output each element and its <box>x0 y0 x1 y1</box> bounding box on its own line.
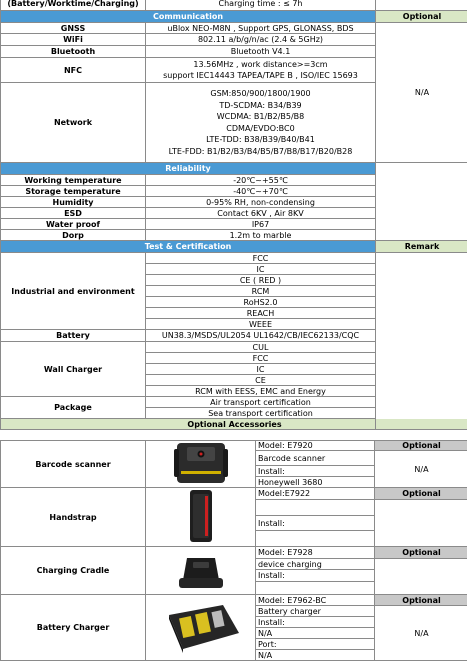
remark-header: Remark <box>376 241 467 253</box>
charging-cradle-detail: Install: <box>256 570 375 582</box>
handstrap-detail: Model:E7922 <box>256 488 375 500</box>
industrial-label: Industrial and environment <box>1 253 146 330</box>
battery-label: Battery <box>1 330 146 342</box>
nfc-value: 13.56MHz , work distance>=3cm support IEC14443 TAPEA/TAPE B , ISO/IEC 15693 <box>146 58 376 83</box>
barcode-scanner-detail: Honeywell 3680 <box>256 477 375 488</box>
battery-charger-note: N/A <box>375 606 467 661</box>
industrial-cert: FCC <box>146 253 376 264</box>
industrial-cert: RoHS2.0 <box>146 297 376 308</box>
optional-accessories-header: Optional Accessories <box>1 419 467 430</box>
gnss-label: GNSS <box>1 23 146 34</box>
working-temp-value: -20℃~+55℃ <box>146 175 376 186</box>
storage-temp-value: -40℃~+70℃ <box>146 186 376 197</box>
network-value: GSM:850/900/1800/1900 TD-SCDMA: B34/B39 WCDMA: B1/B2/B5/B8 CDMA/EVDO:BC0 LTE-TDD: B38/B39/B40/B41 LTE-FDD: B1/B2/B3/B4/B5/B7/B8/B17/B20/B28 <box>146 83 376 163</box>
charger-cert: RCM with EESS, EMC and Energy <box>146 386 376 397</box>
charger-cert: IC <box>146 364 376 375</box>
industrial-cert: RCM <box>146 286 376 297</box>
charging-cradle-name: Charging Cradle <box>1 547 146 595</box>
charging-cradle-detail: Model: E7928 <box>256 547 375 559</box>
reliability-header: Reliability <box>1 163 376 175</box>
optional-label: Optional <box>375 441 467 451</box>
industrial-cert: REACH <box>146 308 376 319</box>
handstrap-image <box>146 488 256 547</box>
battery-charger-detail: Install: <box>256 617 375 628</box>
esd-label: ESD <box>1 208 146 219</box>
optional-label: Optional <box>375 488 467 500</box>
water-proof-label: Water proof <box>1 219 146 230</box>
battery-charger-detail: N/A <box>256 628 375 639</box>
charging-cradle-note <box>375 559 467 595</box>
gnss-value: uBlox NEO-M8N , Support GPS, GLONASS, BDS <box>146 23 376 34</box>
battery-charger-detail: Model: E7962-BC <box>256 595 375 606</box>
battery-charger-detail: Port: <box>256 639 375 650</box>
industrial-cert: CE ( RED ) <box>146 275 376 286</box>
test-header: Test & Certification <box>1 241 376 253</box>
industrial-cert: WEEE <box>146 319 376 330</box>
barcode-scanner-name: Barcode scanner <box>1 441 146 488</box>
barcode-scanner-detail: Install: <box>256 466 375 477</box>
charging-cradle-detail: device charging <box>256 559 375 570</box>
barcode-scanner-image <box>146 441 256 488</box>
wall-charger-label: Wall Charger <box>1 342 146 397</box>
charger-cert: CUL <box>146 342 376 353</box>
humidity-value: 0-95% RH, non-condensing <box>146 197 376 208</box>
wifi-label: WiFi <box>1 34 146 46</box>
handstrap-detail: Install: <box>256 516 375 531</box>
working-temp-label: Working temperature <box>1 175 146 186</box>
top-left-cell: (Battery/Worktime/Charging) <box>1 0 146 11</box>
storage-temp-label: Storage temperature <box>1 186 146 197</box>
humidity-label: Humidity <box>1 197 146 208</box>
network-label: Network <box>1 83 146 163</box>
optional-header: Optional <box>376 11 467 23</box>
handstrap-name: Handstrap <box>1 488 146 547</box>
package-cert: Sea transport certification <box>146 408 376 419</box>
drop-value: 1.2m to marble <box>146 230 376 241</box>
industrial-cert: IC <box>146 264 376 275</box>
barcode-scanner-detail: Model: E7920 <box>256 441 375 451</box>
wifi-value: 802.11 a/b/g/n/ac (2.4 & 5GHz) <box>146 34 376 46</box>
charging-time-value: Charging time : ≤ 7h <box>146 0 376 11</box>
communication-note: N/A <box>376 23 467 163</box>
battery-charger-detail: Battery charger <box>256 606 375 617</box>
battery-charger-detail: N/A <box>256 650 375 661</box>
communication-header: Communication <box>1 11 376 23</box>
nfc-label: NFC <box>1 58 146 83</box>
handstrap-detail <box>256 500 375 516</box>
barcode-scanner-detail: Barcode scanner <box>256 451 375 466</box>
optional-label: Optional <box>375 595 467 606</box>
accessories-table <box>0 440 467 661</box>
handstrap-detail <box>256 531 375 547</box>
charging-cradle-image <box>146 547 256 595</box>
drop-label: Dorp <box>1 230 146 241</box>
charger-cert: FCC <box>146 353 376 364</box>
battery-charger-image <box>146 595 256 661</box>
optional-label: Optional <box>375 547 467 559</box>
water-proof-value: IP67 <box>146 219 376 230</box>
battery-charger-name: Battery Charger <box>1 595 146 661</box>
esd-value: Contact 6KV , Air 8KV <box>146 208 376 219</box>
bluetooth-label: Bluetooth <box>1 46 146 58</box>
package-label: Package <box>1 397 146 419</box>
package-cert: Air transport certification <box>146 397 376 408</box>
handstrap-note <box>375 500 467 547</box>
charger-cert: CE <box>146 375 376 386</box>
barcode-scanner-note: N/A <box>375 451 467 488</box>
charging-cradle-detail <box>256 582 375 595</box>
bluetooth-value: Bluetooth V4.1 <box>146 46 376 58</box>
battery-cert: UN38.3/MSDS/UL2054 UL1642/CB/IEC62133/CQC <box>146 330 376 342</box>
